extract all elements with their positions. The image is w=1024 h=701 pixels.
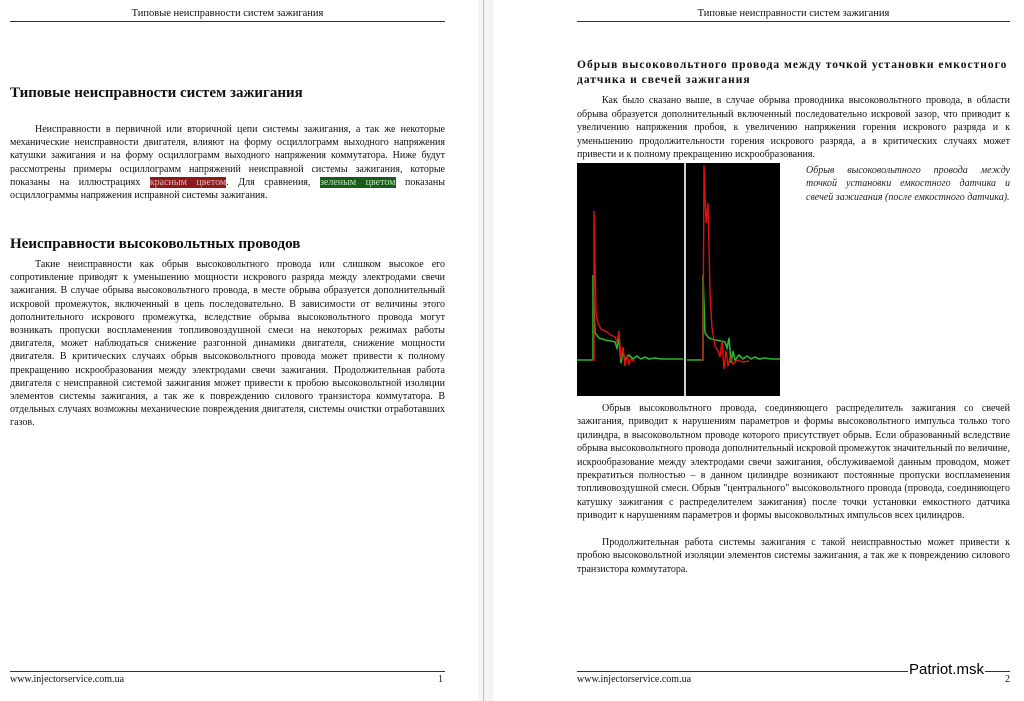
header-rule [10, 21, 445, 22]
section-title: Неисправности высоковольтных проводов [10, 236, 301, 252]
footer-url: www.injectorservice.com.ua [10, 674, 125, 685]
red-highlight: красным цветом [149, 176, 227, 188]
scope-background [577, 163, 780, 396]
paragraph-3: Продолжительная работа системы зажигания с такой неисправностью может привести к пробою высоковольтной изоляции элементов системы зажигания, а так же к повреждению силового транзистора коммутатора. [577, 537, 1010, 575]
page-number: 1 [438, 674, 443, 685]
oscillogram-image [577, 163, 780, 396]
paragraph-2: Обрыв высоковольтного провода, соединяющего распределитель зажигания со свечей зажигания, приводит к нарушениям параметров и формы высоковольтного импульса только того цилиндра, в высоковольтном проводе которого присутствует обрыв. Если образованный вследствие обрыва высоковольтного провода дополнительный искровой промежуток значительный по величине, искрообразование между электродами свечи зажигания, обслуживаемой данным проводом, может прекратиться полностью – в данном цилиндре возникают постоянные пропуски воспламенения топливовоздушной смеси. Обрыв "центрального" высоковольтного провода (провода, соединяющего катушку зажигания с распределителем зажигания) после точки установки емкостного датчика приводит к нарушениям параметров и формы высоковольтных импульсов всех цилиндров. [577, 403, 1010, 522]
page-title: Типовые неисправности систем зажигания [10, 85, 303, 101]
footer-rule [10, 671, 445, 672]
running-header: Типовые неисправности систем зажигания [131, 8, 324, 19]
intro-text-middle: . Для сравнения, [226, 176, 320, 188]
oscillogram-svg [577, 163, 780, 396]
section-paragraph: Такие неисправности как обрыв высоковольтного провода или слишком высокое его сопротивление приводят к уменьшению мощности искрового разряда между электродами свечи зажигания. В случае обрыва высоковольтного провода, в месте обрыва образуется дополнительный искровой промежуток, включенный в цепь последовательно. В зависимости от величины этого дополнительного искрового промежутка, вследствие обрыва высоковольтного провода могут возникать пропуски воспламенения топливовоздушной смеси на некоторых режимах работы двигателя, может наблюдаться снижение разгонной динамики двигателя, снижение мощности двигателя. В критических случаях обрыв высоковольтного провода может привести к полному прекращению искрообразования между электродами свечи зажигания. Продолжительная работа двигателя с неисправной системой зажигания может привести к пробою высоковольтной изоляции элементов системы зажигания, а так же к повреждению силового транзистора коммутатора. В отдельных случаях возможны механические повреждения двигателя, системы очистки отработавших газов. [10, 259, 445, 429]
intro-paragraph [10, 123, 445, 202]
green-highlight: зеленым цветом [319, 176, 396, 188]
page-number: 2 [1005, 674, 1010, 685]
intro-text-end: показаны осциллограммы напряжения исправной системы зажигания. [10, 176, 445, 202]
paragraph-1: Как было сказано выше, в случае обрыва проводника высоковольтного провода, в области обрыва образуется дополнительный включенный последовательно искровой зазор, что приводит к увеличению напряжения пробоя, к увеличению напряжения горения искрового разряда и к уменьшению продолжительности горения искрового разряда, а в критических случаях может привести и к полному прекращению искрообразования. [577, 95, 1010, 160]
header-rule [577, 21, 1010, 22]
figure-caption: Обрыв высоковольтного провода между точкой установки емкостного датчика и свечей зажигания (после емкостного датчика). [806, 165, 1010, 203]
footer-url: www.injectorservice.com.ua [577, 674, 692, 685]
document-page-2 [493, 0, 1024, 701]
document-page-1 [0, 0, 478, 701]
watermark-text: Patriot.msk [909, 661, 985, 678]
gutter-line [483, 0, 484, 701]
intro-text-start: Неисправности в первичной или вторичной цепи системы зажигания, а так же некоторые механические неисправности двигателя, влияют на форму осциллограмм выходного напряжения катушки зажигания и на форму осциллограмм выходного напряжения коммутатора. Ниже будут рассмотрены примеры осциллограмм напряжений неисправной системы зажигания, которые показаны на иллюстрациях [10, 124, 445, 188]
section-title: Обрыв высоковольтного провода между точкой установки емкостного датчика и свечей зажигания [577, 59, 1008, 86]
running-header: Типовые неисправности систем зажигания [697, 8, 890, 19]
page-gutter [478, 0, 493, 701]
